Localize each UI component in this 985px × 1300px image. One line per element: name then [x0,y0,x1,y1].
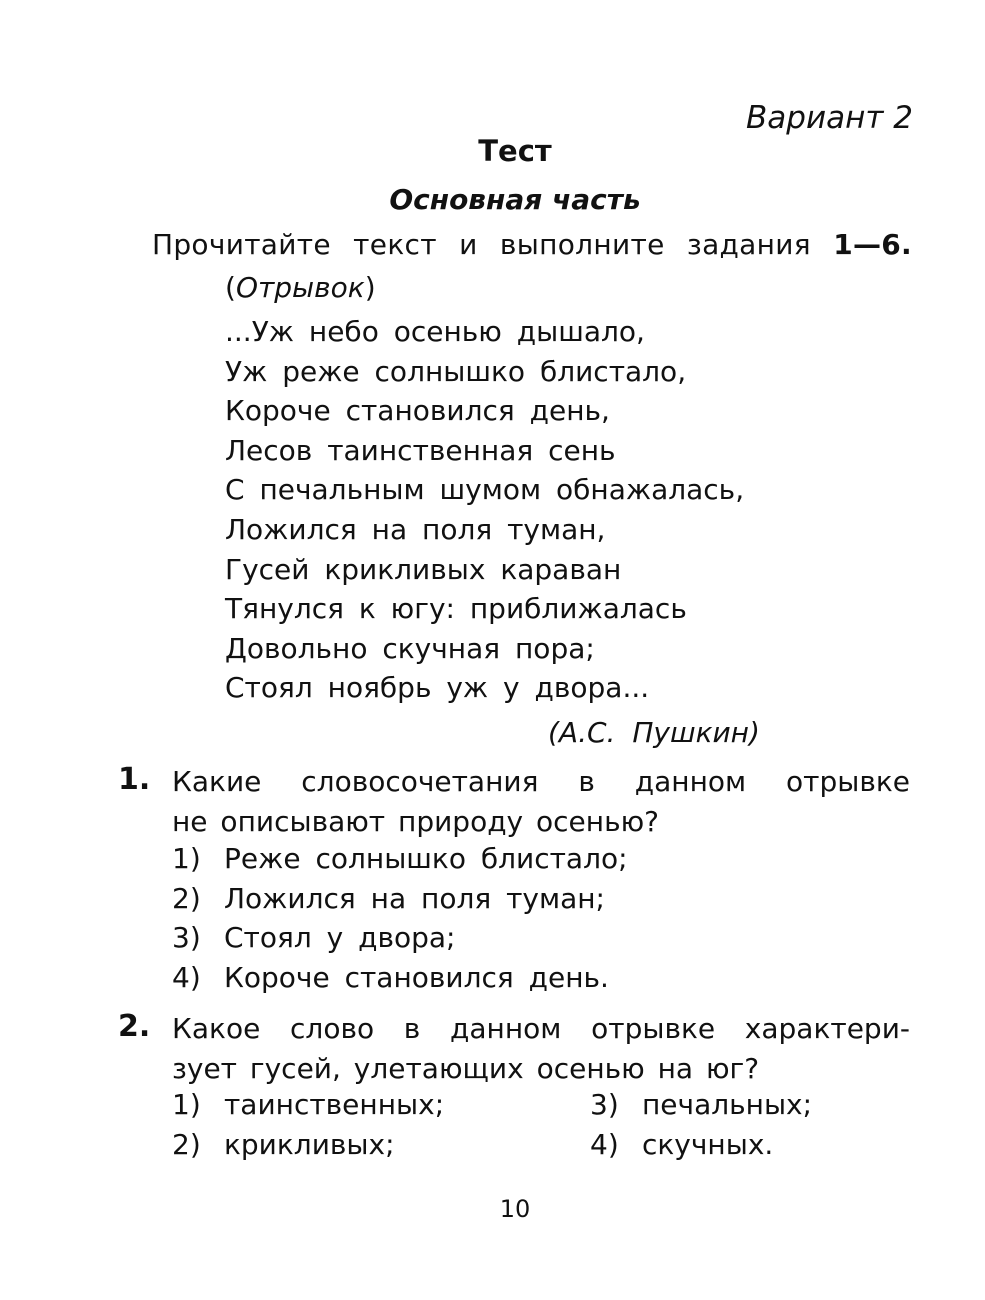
instruction-text: Прочитайте текст и выполните задания [152,228,834,261]
page-number: 10 [499,1195,531,1223]
excerpt-paren-open: ( [225,271,236,304]
option-number: 3) [172,921,201,954]
excerpt-label-text: Отрывок [235,271,365,304]
question-1-line-1: Какие словосочетания в данном отрывке [172,765,910,798]
question-1-line-2: не описывают природу осенью? [172,805,660,838]
poem-line: С печальным шумом обнажалась, [225,473,745,507]
option-number: 1) [172,842,201,875]
option-text: печальных; [642,1088,813,1121]
option-text: Реже солнышко блистало; [224,842,628,875]
poem-line: Гусей крикливых караван [225,552,622,586]
question-2-number: 2. [118,1009,151,1044]
option-text: таинственных; [224,1088,445,1121]
option-number: 2) [172,882,201,915]
option-text: крикливых; [224,1128,395,1161]
poem-line: Тянулся к югу: приближалась [225,592,687,626]
instruction [152,228,912,261]
poem-line: Лесов таинственная сень [225,433,616,467]
option-text: Ложился на поля туман; [224,882,605,915]
poem-line: Короче становился день, [225,394,610,428]
question-1-option-1 [172,842,628,875]
poem-excerpt [225,312,744,708]
section-title: Основная часть [389,183,641,216]
question-2-option-2 [172,1128,395,1161]
option-number: 4) [590,1128,619,1161]
poem-author: (А.С. Пушкин) [548,716,760,749]
option-number: 3) [590,1088,619,1121]
test-title: Тест [478,134,552,168]
task-range: 1—6. [833,228,912,261]
question-1-number: 1. [118,762,151,797]
option-text: Стоял у двора; [224,921,456,954]
variant-label: Вариант 2 [746,100,913,136]
option-number: 4) [172,961,201,994]
poem-line: Стоял ноябрь уж у двора... [225,671,650,705]
poem-line: Ложился на поля туман, [225,512,606,546]
poem-line: Довольно скучная пора; [225,631,595,665]
question-2-option-4 [590,1128,773,1161]
question-2-option-3 [590,1088,812,1121]
question-2-text [172,1009,910,1089]
poem-line: Уж реже солнышко блистало, [225,354,687,388]
question-1-option-3 [172,921,455,954]
option-text: скучных. [642,1128,774,1161]
question-1-option-4 [172,961,609,994]
question-2-option-1 [172,1088,444,1121]
question-2-line-1: Какое слово в данном отрывке характери- [172,1012,910,1045]
question-2-line-2: зует гусей, улетающих осенью на юг? [172,1052,760,1085]
option-number: 1) [172,1088,201,1121]
option-text: Короче становился день. [224,961,609,994]
question-1-option-2 [172,882,605,915]
question-1-text [172,762,910,842]
excerpt-label [225,271,376,304]
excerpt-paren-close: ) [364,271,376,304]
poem-line: ...Уж небо осенью дышало, [225,315,645,348]
option-number: 2) [172,1128,201,1161]
